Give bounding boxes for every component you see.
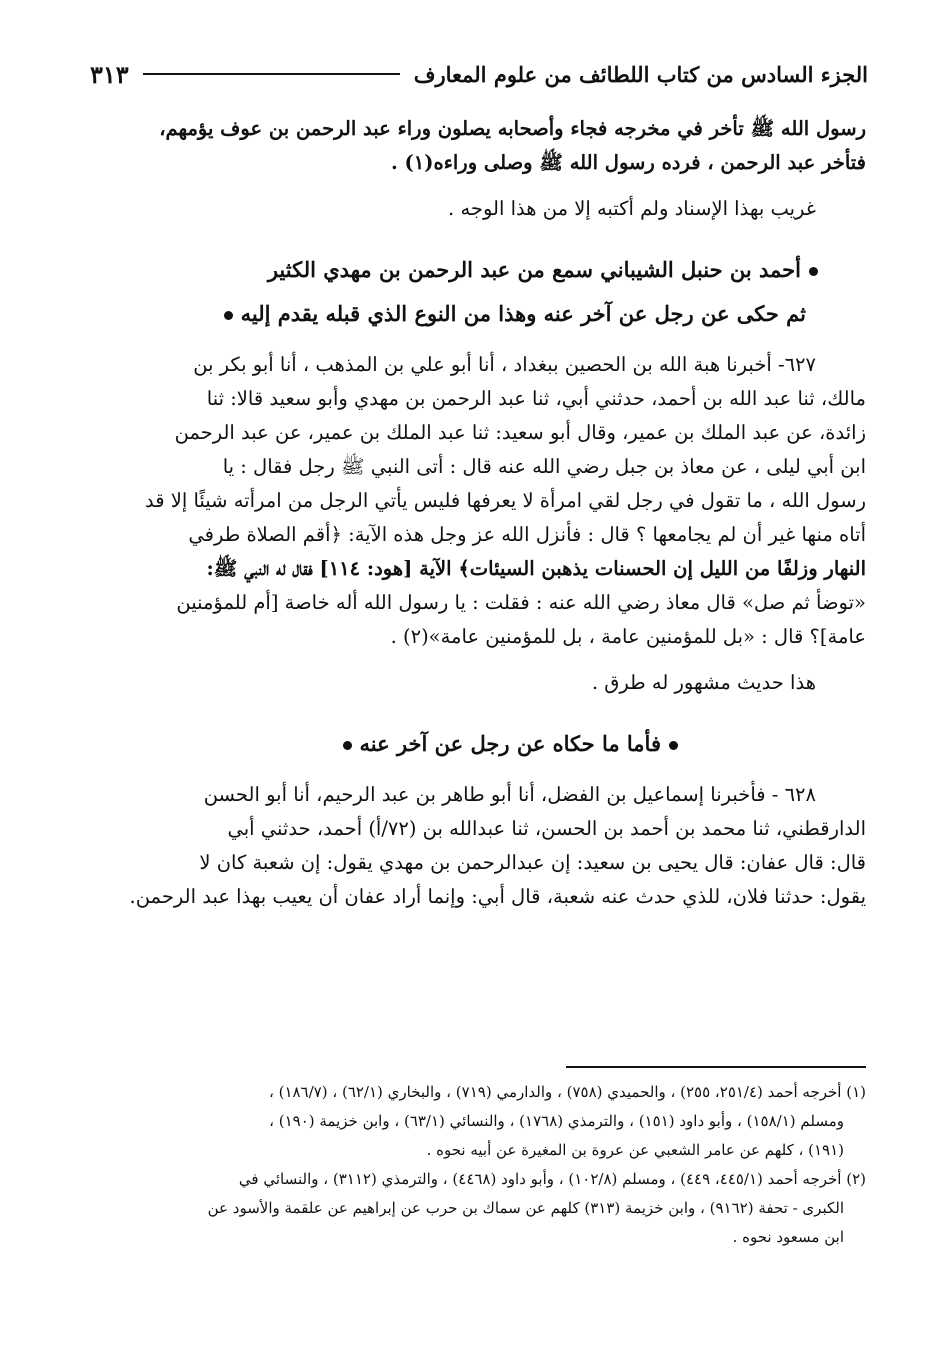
bullet-icon: [809, 267, 818, 276]
text-line: زائدة، عن عبد الملك بن عمير، وقال أبو سعيد: ثنا عبد الملك بن عمير، عن عبد الرحمن: [174, 421, 866, 444]
section-heading: أحمد بن حنبل الشيباني سمع من عبد الرحمن بن مهدي الكثير: [96, 248, 866, 292]
text-line: عامة]؟ قال : «بل للمؤمنين عامة ، بل للمؤمنين عامة»(٢) .: [390, 625, 866, 648]
footnote-line: ابن مسعود نحوه .: [732, 1228, 844, 1246]
text-line: مالك، ثنا عبد الله بن أحمد، حدثني أبي، ثنا عبد الرحمن بن مهدي وأبو سعيد قالا: ثنا: [206, 387, 866, 410]
bullet-icon: [343, 741, 352, 750]
footnote-line: (٢) أخرجه أحمد (٤٤٥/١، ٤٤٩) ، ومسلم (١٠٢/٨) ، وأبو داود (٤٤٦٨) ، والترمذي (٣١١٢) ، والنسائي في: [238, 1170, 866, 1188]
text-line: يقول: حدثنا فلان، للذي حدث عنه شعبة، قال أبي: وإنما أراد عفان أن يعيب بهذا عبد الرحمن.: [129, 885, 866, 908]
text-line: ابن أبي ليلى ، عن معاذ بن جبل رضي الله عنه قال : أتى النبي ﷺ رجل فقال : يا: [222, 455, 866, 478]
text-line: أتاه منها غير أن لم يجامعها ؟ قال : فأنزل الله عز وجل هذه الآية: ﴿أقم الصلاة طرفي: [188, 523, 866, 546]
footnote-line: (١٩١) ، كلهم عن عامر الشعبي عن عروة بن المغيرة عن أبيه نحوه .: [426, 1141, 844, 1159]
text-line: «توضأ ثم صل» قال معاذ رضي الله عنه : فقلت : يا رسول الله أله خاصة [أم للمؤمنين: [176, 591, 866, 614]
page-number: ٣١٣: [90, 59, 129, 89]
text-line: غريب بهذا الإسناد ولم أكتبه إلا من هذا الوجه .: [448, 197, 816, 220]
footnote-rule: [566, 1066, 866, 1068]
footnote-line: (١) أخرجه أحمد (٢٥١/٤، ٢٥٥) ، والحميدي (٧٥٨) ، والدارمي (٧١٩) ، والبخاري (٦٢/١) ، (١٨٦/٧) ،: [268, 1083, 866, 1101]
text-line: قال: قال عفان: قال يحيى بن سعيد: إن عبدالرحمن بن مهدي يقول: إن شعبة كان لا: [199, 851, 866, 874]
text-line: ٦٢٨ - فأخبرنا إسماعيل بن الفضل، أنا أبو طاهر بن عبد الرحيم، أنا أبو الحسن: [203, 783, 816, 806]
text-line: الدارقطني، ثنا محمد بن أحمد بن الحسن، ثنا عبدالله بن (٧٢/أ) أحمد، حدثني أبي: [227, 817, 866, 840]
text-line: فتأخر عبد الرحمن ، فرده رسول الله ﷺ وصلى وراءه(١) .: [390, 151, 866, 174]
section-heading: فأما ما حكاه عن رجل عن آخر عنه: [96, 722, 866, 766]
text-line: النهار وزلفًا من الليل إن الحسنات يذهبن السيئات﴾ الآية [هود: ١١٤] فقال له النبي ﷺ:: [206, 557, 866, 580]
text-line: رسول الله ﷺ تأخر في مخرجه فجاء وأصحابه يصلون وراء عبد الرحمن بن عوف يؤمهم،: [159, 117, 866, 140]
section-heading: ثم حكى عن رجل عن آخر عنه وهذا من النوع الذي قبله يقدم إليه: [96, 292, 866, 336]
running-title: الجزء السادس من كتاب اللطائف من علوم المعارف: [413, 61, 868, 87]
footnotes: [90, 1078, 866, 1252]
footnote-line: الكبرى - تحفة (٩١٦٢) ، وابن خزيمة (٣١٣) كلهم عن سماك بن حرب عن إبراهيم عن علقمة والأسود عن: [207, 1199, 844, 1217]
bullet-icon: [224, 311, 233, 320]
text-line: رسول الله ، ما تقول في رجل لقي امرأة لا يعرفها فليس يأتي الرجل من امرأته شيئًا إلا قد: [144, 489, 866, 512]
bullet-icon: [669, 741, 678, 750]
header-rule: [143, 73, 400, 75]
footnote-line: ومسلم (١٥٨/١) ، وأبو داود (١٥١) ، والترمذي (١٧٦٨) ، والنسائي (٦٣/١) ، وابن خزيمة (١٩٠) ،: [269, 1112, 844, 1130]
text-line: ٦٢٧- أخبرنا هبة الله بن الحصين ببغداد ، أنا أبو علي بن المذهب ، أنا أبو بكر بن: [193, 353, 816, 376]
text-line: هذا حديث مشهور له طرق .: [591, 671, 816, 694]
main-text: [96, 112, 866, 914]
page-header: [90, 54, 868, 94]
